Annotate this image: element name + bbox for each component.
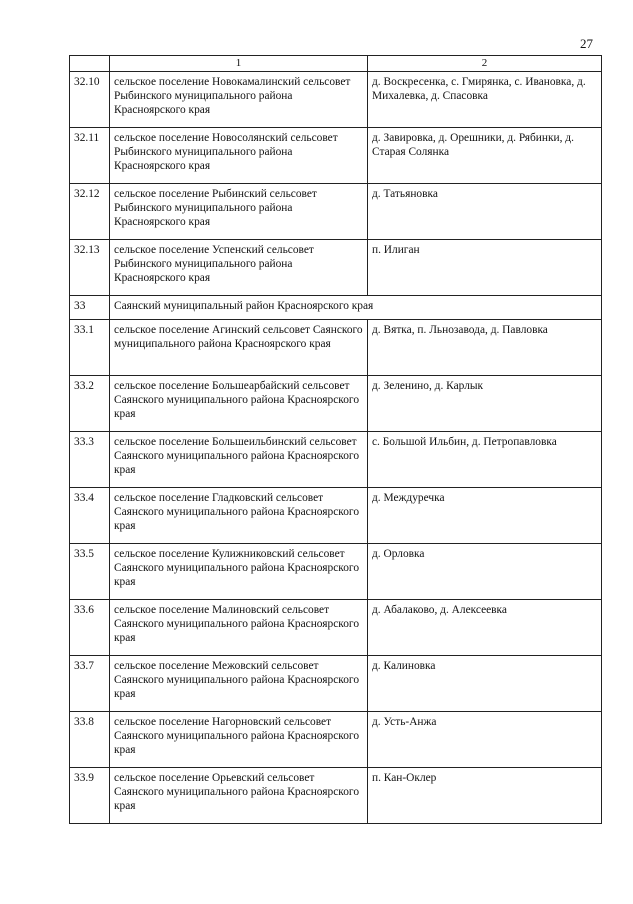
page-number: 27 [580, 36, 593, 51]
row-number: 33 [70, 296, 110, 320]
table-row [70, 184, 602, 240]
header-cell-1: 1 [110, 56, 368, 72]
settlements-list: п. Илиган [368, 240, 602, 296]
settlements-list: п. Кан-Оклер [368, 768, 602, 824]
municipality-name: сельское поселение Большеарбайский сельсовет Саянского муниципального района Красноярского края [110, 376, 368, 432]
settlements-list: д. Вятка, п. Льнозавода, д. Павловка [368, 320, 602, 376]
header-row [70, 56, 602, 72]
settlements-list: д. Междуречка [368, 488, 602, 544]
municipality-name: сельское поселение Рыбинский сельсовет Рыбинского муниципального района Красноярского края [110, 184, 368, 240]
settlements-table [69, 55, 602, 824]
table-row [70, 488, 602, 544]
row-number: 32.10 [70, 72, 110, 128]
row-number: 33.3 [70, 432, 110, 488]
row-number: 33.9 [70, 768, 110, 824]
row-number: 33.8 [70, 712, 110, 768]
settlements-list: д. Татьяновка [368, 184, 602, 240]
municipality-name: сельское поселение Новосолянский сельсовет Рыбинского муниципального района Красноярского края [110, 128, 368, 184]
table-row [70, 128, 602, 184]
municipality-name: сельское поселение Успенский сельсовет Рыбинского муниципального района Красноярского края [110, 240, 368, 296]
row-number: 33.6 [70, 600, 110, 656]
table-row [70, 72, 602, 128]
settlements-list: с. Большой Ильбин, д. Петропавловка [368, 432, 602, 488]
settlements-list: д. Орловка [368, 544, 602, 600]
municipality-name: сельское поселение Межовский сельсовет Саянского муниципального района Красноярского края [110, 656, 368, 712]
header-cell-0 [70, 56, 110, 72]
row-number: 33.1 [70, 320, 110, 376]
row-number: 33.7 [70, 656, 110, 712]
row-number: 33.4 [70, 488, 110, 544]
municipality-name: сельское поселение Большеильбинский сельсовет Саянского муниципального района Красноярского края [110, 432, 368, 488]
settlements-list: д. Усть-Анжа [368, 712, 602, 768]
municipality-name: сельское поселение Кулижниковский сельсовет Саянского муниципального района Красноярского края [110, 544, 368, 600]
table-row [70, 656, 602, 712]
municipality-name: сельское поселение Нагорновский сельсовет Саянского муниципального района Красноярского края [110, 712, 368, 768]
table-row [70, 240, 602, 296]
table-row [70, 376, 602, 432]
table-row [70, 296, 602, 320]
row-number: 32.11 [70, 128, 110, 184]
settlements-list: д. Калиновка [368, 656, 602, 712]
municipality-name: сельское поселение Агинский сельсовет Саянского муниципального района Красноярского края [110, 320, 368, 376]
row-number: 32.13 [70, 240, 110, 296]
municipality-name: Саянский муниципальный район Красноярского края [110, 296, 602, 320]
settlements-list: д. Завировка, д. Орешники, д. Рябинки, д. Старая Солянка [368, 128, 602, 184]
municipality-name: сельское поселение Орьевский сельсовет Саянского муниципального района Красноярского края [110, 768, 368, 824]
table-row [70, 432, 602, 488]
table-row [70, 768, 602, 824]
row-number: 33.2 [70, 376, 110, 432]
municipality-name: сельское поселение Малиновский сельсовет Саянского муниципального района Красноярского края [110, 600, 368, 656]
table-row [70, 320, 602, 376]
table-row [70, 600, 602, 656]
table-row [70, 544, 602, 600]
row-number: 33.5 [70, 544, 110, 600]
municipality-name: сельское поселение Новокамалинский сельсовет Рыбинского муниципального района Красноярского края [110, 72, 368, 128]
settlements-list: д. Воскресенка, с. Гмирянка, с. Ивановка, д. Михалевка, д. Спасовка [368, 72, 602, 128]
table-body [70, 72, 602, 824]
table-row [70, 712, 602, 768]
settlements-list: д. Абалаково, д. Алексеевка [368, 600, 602, 656]
row-number: 32.12 [70, 184, 110, 240]
settlements-list: д. Зеленино, д. Карлык [368, 376, 602, 432]
header-cell-2: 2 [368, 56, 602, 72]
municipality-name: сельское поселение Гладковский сельсовет Саянского муниципального района Красноярского края [110, 488, 368, 544]
